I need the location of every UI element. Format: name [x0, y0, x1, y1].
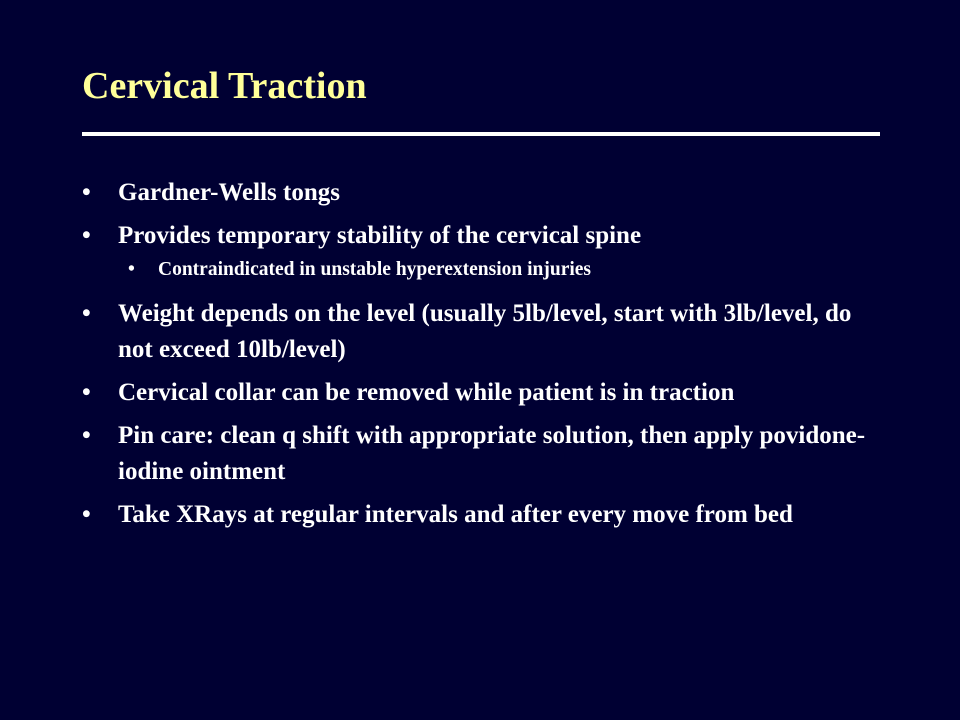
- title-divider: [82, 132, 880, 136]
- bullet-marker: •: [82, 501, 91, 528]
- slide-title: Cervical Traction: [82, 65, 367, 107]
- bullet-item: [82, 418, 882, 490]
- bullet-item: [82, 375, 882, 411]
- bullet-item: [82, 296, 882, 368]
- bullet-marker: •: [82, 300, 91, 327]
- sub-bullet-item: [128, 256, 882, 284]
- bullet-text: Pin care: clean q shift with appropriate solution, then apply povidone-iodine ointment: [118, 422, 866, 485]
- bullet-item: [82, 497, 882, 533]
- bullet-list: [82, 175, 882, 540]
- bullet-marker: •: [82, 222, 91, 249]
- bullet-item: [82, 175, 882, 211]
- bullet-item: [82, 218, 882, 254]
- bullet-text: Weight depends on the level (usually 5lb/level, start with 3lb/level, do not exceed 10lb/level): [118, 300, 852, 363]
- bullet-text: Take XRays at regular intervals and after every move from bed: [118, 501, 793, 528]
- bullet-marker: •: [82, 379, 91, 406]
- sub-bullet-text: Contraindicated in unstable hyperextension injuries: [158, 259, 592, 280]
- bullet-text: Gardner-Wells tongs: [118, 179, 340, 206]
- bullet-marker: •: [82, 422, 91, 449]
- bullet-marker: •: [82, 179, 91, 206]
- sub-bullet-marker: •: [128, 259, 135, 280]
- bullet-text: Cervical collar can be removed while patient is in traction: [118, 379, 735, 406]
- bullet-text: Provides temporary stability of the cervical spine: [118, 222, 642, 249]
